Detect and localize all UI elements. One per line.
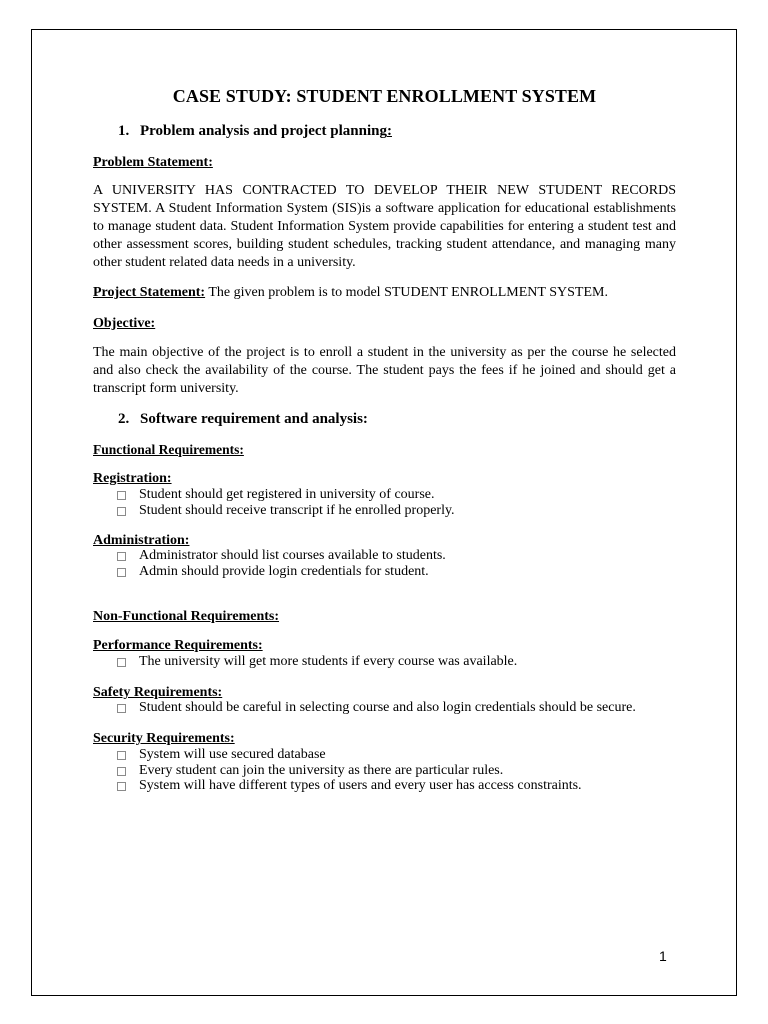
list-item xyxy=(117,747,582,763)
checkbox-bullet-icon xyxy=(117,568,126,577)
list-item xyxy=(117,503,455,519)
list-item-text: Student should receive transcript if he enrolled properly. xyxy=(139,502,455,518)
checkbox-bullet-icon xyxy=(117,491,126,500)
section-1-label: Problem analysis and project planning xyxy=(140,123,387,139)
checkbox-bullet-icon xyxy=(117,782,126,791)
non-functional-requirements-heading: Non-Functional Requirements: xyxy=(93,609,280,624)
administration-list xyxy=(117,548,446,579)
section-1-suffix: : xyxy=(387,123,392,139)
checkbox-bullet-icon xyxy=(117,751,126,760)
list-item-text: System will use secured database xyxy=(139,747,326,762)
problem-statement-heading: Problem Statement: xyxy=(93,155,213,170)
security-list xyxy=(117,747,582,794)
objective-heading: Objective: xyxy=(93,316,156,331)
list-item-text: The university will get more students if every course was available. xyxy=(139,654,518,669)
list-item xyxy=(117,564,446,580)
problem-statement-text: A UNIVERSITY HAS CONTRACTED TO DEVELOP THEIR NEW STUDENT RECORDS SYSTEM. A Student Information System (SIS)is a software application for educational establishments to manage student data. Student Information System provide capabilities for entering a student test and other assessment scores, building student schedules, tracking student attendance, and managing many other student related data needs in a university. xyxy=(93,183,676,270)
objective-text: The main objective of the project is to enroll a student in the university as per the course he selected and also check the availability of the course. The student pays the fees if he joined and should get a transcript form university. xyxy=(93,345,676,396)
project-statement-label: Project Statement: xyxy=(93,285,206,300)
list-item-text: Student should get registered in university of course. xyxy=(139,487,435,502)
registration-list xyxy=(117,487,455,518)
section-2-number: 2. xyxy=(118,411,130,427)
list-item xyxy=(117,654,517,670)
checkbox-bullet-icon xyxy=(117,767,126,776)
performance-heading: Performance Requirements: xyxy=(93,638,263,653)
list-item xyxy=(117,487,455,503)
list-item-text: Every student can join the university as there are particular rules. xyxy=(139,762,504,778)
registration-heading: Registration: xyxy=(93,471,172,486)
section-1-heading xyxy=(118,123,392,140)
list-item-text: Student should be careful in selecting course and also login credentials should be secure. xyxy=(139,700,636,715)
section-1-number: 1. xyxy=(118,123,130,139)
list-item xyxy=(117,700,636,716)
checkbox-bullet-icon xyxy=(117,552,126,561)
list-item xyxy=(117,778,582,794)
list-item-text: Admin should provide login credentials for student. xyxy=(139,563,429,579)
performance-list xyxy=(117,654,517,670)
page-number: 1 xyxy=(659,948,667,964)
list-item xyxy=(117,548,446,564)
security-heading: Security Requirements: xyxy=(93,731,235,746)
list-item-text: Administrator should list courses available to students. xyxy=(139,548,446,563)
checkbox-bullet-icon xyxy=(117,507,126,516)
project-statement-text: The given problem is to model STUDENT ENROLLMENT SYSTEM. xyxy=(205,285,608,300)
section-2-label: Software requirement and analysis: xyxy=(140,411,368,427)
administration-heading: Administration: xyxy=(93,533,190,548)
checkbox-bullet-icon xyxy=(117,704,126,713)
list-item xyxy=(117,763,582,779)
safety-heading: Safety Requirements: xyxy=(93,685,223,700)
checkbox-bullet-icon xyxy=(117,658,126,667)
functional-requirements-heading: Functional Requirements: xyxy=(93,442,244,457)
document-title: CASE STUDY: STUDENT ENROLLMENT SYSTEM xyxy=(172,86,597,106)
safety-list xyxy=(117,700,636,716)
list-item-text: System will have different types of users and every user has access constraints. xyxy=(139,778,582,793)
project-statement xyxy=(93,284,676,302)
section-2-heading xyxy=(118,411,368,428)
